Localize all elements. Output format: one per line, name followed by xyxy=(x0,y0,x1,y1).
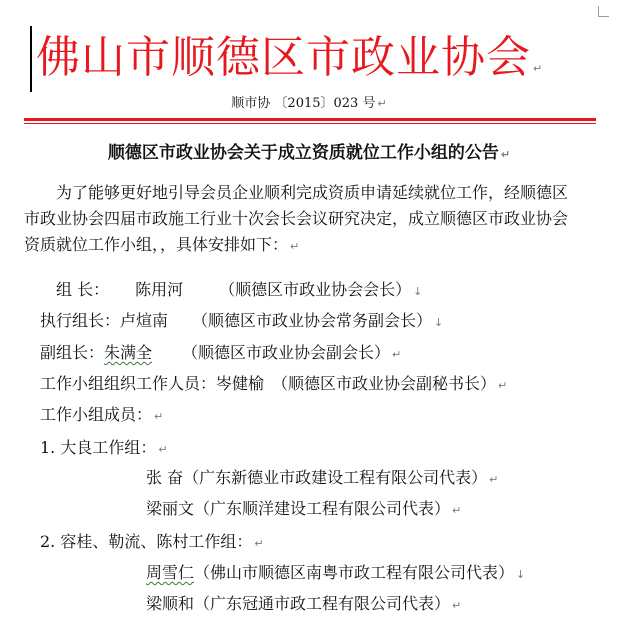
paragraph-mark-icon: ↵ xyxy=(392,348,402,361)
group-2-label: 2. 容桂、勒流、陈村工作组： xyxy=(40,532,253,551)
group-2-member-2-company: （广东冠通市政工程有限公司代表） xyxy=(194,594,451,613)
paragraph-mark-icon: ↵ xyxy=(452,599,462,612)
document-number xyxy=(0,94,618,114)
paragraph-mark-icon: ↵ xyxy=(154,410,164,423)
paragraph-mark-icon: ↵ xyxy=(290,240,300,253)
group-2-member-1 xyxy=(146,561,525,587)
members-label-line xyxy=(40,403,163,429)
line-break-icon: ↓ xyxy=(516,568,526,581)
intro-line-3 xyxy=(24,232,616,260)
organizer-role: 工作小组组织工作人员： xyxy=(40,374,217,393)
paragraph-mark-icon: ↵ xyxy=(377,97,387,110)
header-title-text: 佛山市顺德区市政业协会 xyxy=(36,32,531,83)
intro-line-3-text: 资质就位工作小组，，具体安排如下： xyxy=(24,235,289,254)
group-1-member-2 xyxy=(146,497,461,523)
exec-leader-name: 卢煊南 xyxy=(120,311,169,330)
document-number-text: 顺市协 〔2015〕023 号 xyxy=(231,96,376,111)
leader-title: （顺德区市政业协会会长） xyxy=(219,280,412,299)
organizer-line xyxy=(40,372,507,398)
deputy-name: 朱满全 xyxy=(104,343,153,362)
text-cursor xyxy=(30,26,32,92)
leader-line xyxy=(56,278,422,304)
exec-leader-role: 执行组长： xyxy=(40,311,121,330)
intro-line-2: 市政业协会四届市政施工行业十次会长会议研究决定，成立顺德区市政业协会 xyxy=(24,209,569,228)
group-1-label-line xyxy=(40,436,168,462)
leader-name: 陈用河 xyxy=(135,280,184,299)
page-corner-mark xyxy=(598,6,609,17)
line-break-icon: ↓ xyxy=(434,316,444,329)
intro-paragraph xyxy=(24,180,616,260)
group-1-member-2-name: 梁丽文 xyxy=(146,499,195,518)
association-header xyxy=(36,22,596,105)
members-label: 工作小组成员： xyxy=(40,405,153,424)
group-2-member-2-name: 梁顺和 xyxy=(146,594,195,613)
paragraph-mark-icon: ↵ xyxy=(489,473,499,486)
intro-line-1: 为了能够更好地引导会员企业顺利完成资质申请延续就位工作，经顺德区 xyxy=(56,183,569,202)
notice-title-text: 顺德区市政业协会关于成立资质就位工作小组的公告 xyxy=(107,143,499,163)
red-header-rule-thin xyxy=(24,123,596,124)
paragraph-mark-icon: ↵ xyxy=(498,379,508,392)
notice-title xyxy=(0,140,618,168)
group-1-member-1-company: （广东新德业市政建设工程有限公司代表） xyxy=(183,468,488,487)
paragraph-mark-icon: ↵ xyxy=(452,504,462,517)
group-1-label: 1. 大良工作组： xyxy=(40,438,157,457)
paragraph-mark-icon: ↵ xyxy=(254,537,264,550)
group-2-label-line xyxy=(40,530,264,556)
exec-leader-line xyxy=(40,309,443,335)
deputy-title: （顺德区市政业协会副会长） xyxy=(182,343,391,362)
organizer-title: （顺德区市政业协会副秘书长） xyxy=(272,374,497,393)
leader-role: 组 长： xyxy=(56,280,110,299)
group-1-member-2-company: （广东顺洋建设工程有限公司代表） xyxy=(194,499,451,518)
exec-leader-title: （顺德区市政业协会常务副会长） xyxy=(192,311,433,330)
group-1-member-1 xyxy=(146,466,498,492)
deputy-line xyxy=(40,341,401,367)
group-1-member-1-name: 张 奋 xyxy=(146,468,184,487)
paragraph-mark-icon: ↵ xyxy=(500,148,511,161)
group-2-member-1-company: （佛山市顺德区南粤市政工程有限公司代表） xyxy=(194,563,515,582)
deputy-role: 副组长： xyxy=(40,343,105,362)
group-2-member-2 xyxy=(146,592,461,618)
organizer-name: 岑健榆 xyxy=(216,374,265,393)
line-break-icon: ↓ xyxy=(413,285,423,298)
paragraph-mark-icon: ↵ xyxy=(158,443,168,456)
red-header-rule-thick xyxy=(24,118,596,121)
paragraph-mark-icon: ↵ xyxy=(533,62,544,75)
group-2-member-1-name: 周雪仁 xyxy=(146,563,195,582)
